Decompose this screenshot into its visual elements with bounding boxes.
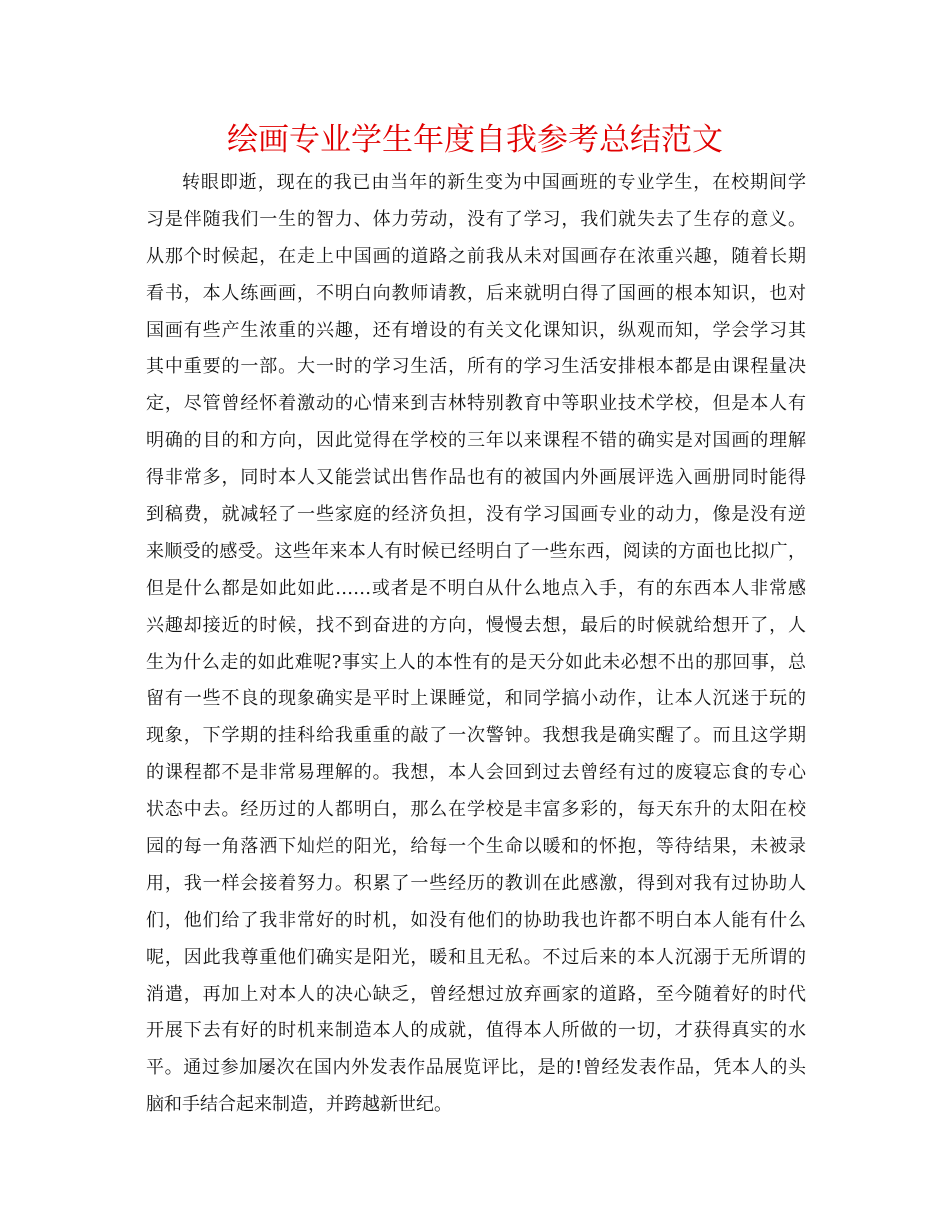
body-line: 得非常多，同时本人又能尝试出售作品也有的被国内外画展评选入画册同时能得 [146,467,806,489]
document-body [146,165,806,1124]
body-line: 园的每一角落洒下灿烂的阳光，给每一个生命以暖和的怀抱，等待结果，未被录 [146,836,806,858]
body-line: 生为什么走的如此难呢?事实上人的本性有的是天分如此未必想不出的那回事，总 [146,651,806,673]
body-line: 定，尽管曾经怀着激动的心情来到吉林特别教育中等职业技术学校，但是本人有 [146,393,806,415]
body-line: 现象，下学期的挂科给我重重的敲了一次警钟。我想我是确实醒了。而且这学期 [146,725,806,747]
body-line: 但是什么都是如此如此……或者是不明白从什么地点入手，有的东西本人非常感 [146,577,806,599]
body-line: 平。通过参加屡次在国内外发表作品展览评比，是的!曾经发表作品，凭本人的头 [146,1057,806,1079]
body-line: 看书，本人练画画，不明白向教师请教，后来就明白得了国画的根本知识，也对 [146,282,806,304]
body-line: 其中重要的一部。大一时的学习生活，所有的学习生活安排根本都是由课程量决 [146,356,806,378]
body-line: 们，他们给了我非常好的时机，如没有他们的协助我也许都不明白本人能有什么 [146,909,806,931]
body-line: 用，我一样会接着努力。积累了一些经历的教训在此感激，得到对我有过协助人 [146,872,806,894]
document-title: 绘画专业学生年度自我参考总结范文 [227,122,723,158]
body-line: 从那个时候起，在走上中国画的道路之前我从未对国画存在浓重兴趣，随着长期 [146,245,806,267]
body-line: 国画有些产生浓重的兴趣，还有增设的有关文化课知识，纵观而知，学会学习其 [146,319,806,341]
body-line: 的课程都不是非常易理解的。我想，本人会回到过去曾经有过的废寝忘食的专心 [146,762,806,784]
body-line: 兴趣却接近的时候，找不到奋进的方向，慢慢去想，最后的时候就给想开了，人 [146,614,806,636]
body-line: 消遣，再加上对本人的决心缺乏，曾经想过放弃画家的道路，至今随着好的时代 [146,983,806,1005]
body-line: 明确的目的和方向，因此觉得在学校的三年以来课程不错的确实是对国画的理解 [146,430,806,452]
body-line: 到稿费，就减轻了一些家庭的经济负担，没有学习国画专业的动力，像是没有逆 [146,504,806,526]
body-line: 来顺受的感受。这些年来本人有时候已经明白了一些东西，阅读的方面也比拟广， [146,540,806,562]
body-line: 开展下去有好的时机来制造本人的成就，值得本人所做的一切，才获得真实的水 [146,1020,806,1042]
body-line: 习是伴随我们一生的智力、体力劳动，没有了学习，我们就失去了生存的意义。 [146,208,806,230]
body-line: 转眼即逝，现在的我已由当年的新生变为中国画班的专业学生，在校期间学 [182,172,806,193]
body-line: 呢，因此我尊重他们确实是阳光，暖和且无私。不过后来的本人沉溺于无所谓的 [146,946,806,968]
body-line: 状态中去。经历过的人都明白，那么在学校是丰富多彩的，每天东升的太阳在校 [146,799,806,821]
body-line: 留有一些不良的现象确实是平时上课睡觉，和同学搞小动作，让本人沉迷于玩的 [146,688,806,710]
body-line: 脑和手结合起来制造，并跨越新世纪。 [146,1094,452,1116]
